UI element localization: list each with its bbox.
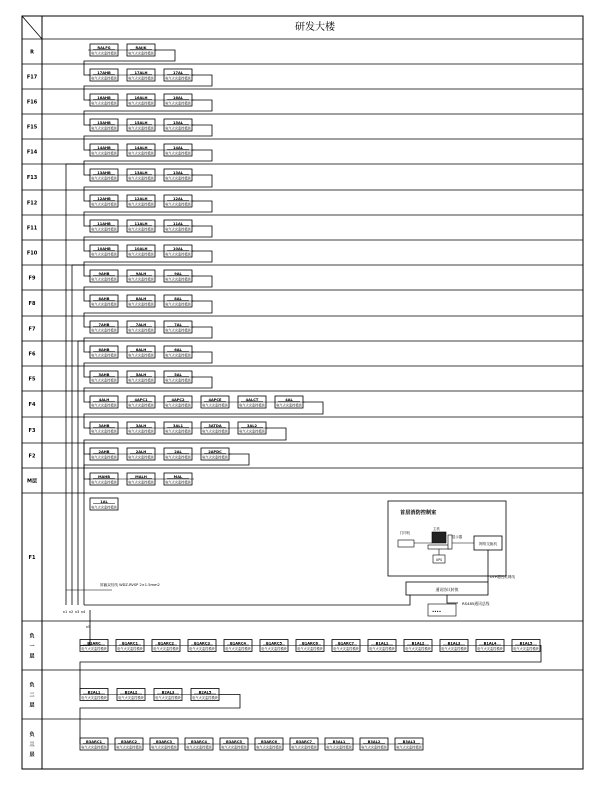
bus-name: n2: [68, 610, 74, 614]
box-label: B3ARC6: [261, 739, 277, 744]
box-sublabel: 电气火灾监控模块: [165, 480, 191, 485]
keyboard-icon: [428, 545, 450, 549]
box-sublabel: 电气火灾监控模块: [91, 378, 117, 383]
box-label: B2AL2: [124, 690, 138, 695]
printer-icon: [398, 540, 414, 547]
box-sublabel: 电气火灾监控模块: [276, 403, 302, 408]
box-label: 11ALH: [134, 221, 148, 226]
floor-label-char: 层: [29, 653, 35, 660]
floor-label: F2: [28, 453, 36, 460]
box-label: 15AHB: [97, 120, 111, 125]
box-label: 11AHB: [97, 221, 111, 226]
floor-label: F8: [28, 301, 36, 307]
box-sublabel: 电气火灾监控模块: [128, 302, 154, 307]
box-sublabel: 电气火灾监控模块: [91, 455, 117, 460]
box-label: 12AL: [172, 196, 184, 201]
box-label: 3ATDA: [208, 423, 222, 428]
box-sublabel: 电气火灾监控模块: [116, 745, 142, 750]
box-sublabel: 电气火灾监控模块: [128, 176, 154, 181]
box-sublabel: 电气火灾监控模块: [91, 176, 117, 181]
floor-label: F10: [26, 250, 38, 257]
box-sublabel: 电气火灾监控模块: [81, 647, 107, 651]
box-sublabel: 电气火灾监控模块: [441, 647, 467, 651]
floor-label: M层: [27, 478, 37, 485]
switch-label: 网络交换机: [479, 542, 497, 546]
box-sublabel: 电气火灾监控模块: [297, 647, 323, 651]
box-sublabel: 电气火灾监控模块: [165, 353, 191, 358]
box-label: B1ARC7: [338, 641, 354, 646]
floor-label: F12: [26, 200, 38, 207]
dots-label: ....: [432, 607, 442, 614]
box-sublabel: 电气火灾监控模块: [91, 353, 117, 358]
box-label: 5AHB: [98, 372, 110, 377]
box-sublabel: 电气火灾监控模块: [477, 647, 503, 651]
ups-label: UPS: [435, 558, 443, 562]
floor-label-char: 二: [29, 692, 35, 699]
box-sublabel: 电气火灾监控模块: [128, 101, 154, 106]
floor-label-char: 层: [29, 752, 35, 758]
box-label: 17ALH: [134, 70, 148, 75]
box-sublabel: 电气火灾监控模块: [118, 696, 144, 700]
box-sublabel: 电气火灾监控模块: [91, 252, 117, 257]
box-sublabel: 电气火灾监控模块: [128, 202, 154, 207]
box-label: 4ALH: [98, 397, 110, 402]
box-label: B1ARC2: [158, 641, 174, 646]
host-label: 主机: [433, 527, 440, 531]
box-sublabel: 电气火灾监控模块: [91, 403, 117, 408]
box-label: 4AL: [285, 397, 293, 402]
floor-label: F15: [26, 124, 38, 131]
rs485-bus: [84, 595, 410, 605]
box-sublabel: 电气火灾监控模块: [91, 101, 117, 106]
box-label: B1ARC5: [266, 641, 282, 646]
box-sublabel: 电气火灾监控模块: [128, 51, 154, 56]
floor-label-char: 负: [29, 682, 35, 689]
floor-label: F1: [28, 555, 36, 561]
box-label: 6ALH: [135, 347, 147, 352]
box-sublabel: 电气火灾监控模块: [165, 227, 191, 232]
control-room: [388, 501, 506, 595]
box-label: B1AL5: [519, 641, 533, 646]
box-label: 10AL: [172, 246, 184, 251]
box-sublabel: 电气火灾监控模块: [128, 455, 154, 460]
box-label: 13ALH: [134, 170, 148, 175]
utp-label: UTP超五类网线: [490, 575, 515, 579]
distribution-box: [90, 498, 118, 510]
box-sublabel: 电气火灾监控模块: [128, 328, 154, 333]
box-label: MAHB: [97, 474, 111, 479]
box-label: 9AHB: [98, 271, 110, 276]
box-sublabel: 电气火灾监控模块: [165, 403, 191, 408]
box-label: B3AL3: [402, 739, 416, 744]
box-sublabel: 电气火灾监控模块: [128, 227, 154, 232]
box-sublabel: 电气火灾监控模块: [221, 745, 247, 750]
box-sublabel: 电气火灾监控模块: [91, 151, 117, 156]
box-sublabel: 电气火灾监控模块: [128, 277, 154, 282]
box-label: 13AL: [172, 170, 184, 175]
rs485-link: [447, 595, 458, 603]
box-label: B2AL3: [161, 690, 175, 695]
box-label: 8ALH: [135, 296, 147, 301]
floor-labels: [27, 50, 38, 759]
box-label: B3ARC4: [191, 739, 207, 744]
box-sublabel: 电气火灾监控模块: [165, 101, 191, 106]
box-label: 9ALH: [135, 271, 147, 276]
box-sublabel: 电气火灾监控模块: [165, 328, 191, 333]
box-label: 4APC2: [171, 397, 185, 402]
floor-label: R: [30, 49, 34, 56]
floor-label: F13: [26, 175, 38, 181]
box-sublabel: 电气火灾监控模块: [91, 277, 117, 282]
rs485-label: RS485通讯总线: [462, 601, 490, 606]
box-label: 2AHB: [98, 449, 110, 454]
box-label: B3AL2: [367, 739, 381, 744]
box-label: B1AL3: [447, 641, 461, 646]
box-label: 3AHB: [98, 423, 110, 428]
box-label: 11AL: [172, 221, 184, 226]
box-sublabel: 电气火灾监控模块: [202, 455, 228, 460]
box-sublabel: 电气火灾监控模块: [326, 745, 352, 750]
box-label: B3ARC5: [226, 739, 242, 744]
box-sublabel: 电气火灾监控模块: [261, 647, 287, 651]
box-label: 7AL: [174, 322, 182, 327]
box-sublabel: 电气火灾监控模块: [513, 647, 539, 651]
monitor-icon: [432, 532, 446, 543]
box-sublabel: 电气火灾监控模块: [91, 302, 117, 307]
box-label: B3ARC1: [86, 739, 102, 744]
box-label: 14AL: [172, 145, 184, 150]
box-sublabel: 电气火灾监控模块: [128, 126, 154, 131]
box-sublabel: 电气火灾监控模块: [239, 429, 265, 434]
box-sublabel: 电气火灾监控模块: [151, 745, 177, 750]
floor-label-char: 一: [29, 643, 35, 650]
box-label: B2AL1: [87, 690, 101, 695]
box-sublabel: 电气火灾监控模块: [202, 403, 228, 408]
floor-label-char: 负: [29, 633, 35, 640]
box-label: 3AL1: [172, 423, 184, 428]
box-label: B1AL2: [411, 641, 425, 646]
box-sublabel: 电气火灾监控模块: [239, 403, 265, 408]
box-label: 6AL: [174, 347, 182, 352]
box-sublabel: 电气火灾监控模块: [81, 696, 107, 700]
box-sublabel: 电气火灾监控模块: [81, 745, 107, 750]
box-sublabel: 电气火灾监控模块: [153, 647, 179, 651]
floor-label: F11: [26, 225, 38, 232]
box-sublabel: 电气火灾监控模块: [291, 745, 317, 750]
box-label: 17AL: [172, 70, 184, 75]
box-sublabel: 电气火灾监控模块: [361, 745, 387, 750]
box-sublabel: 电气火灾监控模块: [91, 126, 117, 131]
box-label: 2AL: [174, 449, 182, 454]
box-label: MALH: [135, 474, 147, 479]
bus-name: n1: [62, 610, 68, 614]
monitor-label: 显示器: [452, 535, 463, 539]
box-label: 12AHB: [97, 196, 111, 201]
box-label: 15ALH: [134, 120, 148, 125]
box-sublabel: 电气火灾监控模块: [91, 202, 117, 207]
box-sublabel: 电气火灾监控模块: [155, 696, 181, 700]
box-sublabel: 电气火灾监控模块: [256, 745, 282, 750]
box-sublabel: 电气火灾监控模块: [369, 647, 395, 651]
floor-label-char: 层: [29, 702, 35, 709]
box-sublabel: 电气火灾监控模块: [128, 151, 154, 156]
box-label: 9AL: [174, 271, 182, 276]
box-label: B3ARC3: [156, 739, 172, 744]
tower-icon: [448, 535, 452, 549]
floor-label: F16: [26, 99, 38, 106]
box-label: 6AHB: [98, 347, 110, 352]
box-sublabel: 电气火灾监控模块: [165, 302, 191, 307]
box-label: MAL: [173, 474, 183, 479]
box-label: 15AL: [172, 120, 184, 125]
box-sublabel: 电气火灾监控模块: [165, 176, 191, 181]
box-sublabel: 电气火灾监控模块: [165, 151, 191, 156]
box-label: B1ARC3: [194, 641, 210, 646]
box-label: B3ARC7: [296, 739, 312, 744]
bus-name: n5: [85, 625, 91, 629]
box-label: 8AHB: [98, 296, 110, 301]
floor-label: F17: [26, 74, 38, 81]
box-label: 16ALH: [134, 95, 148, 100]
box-sublabel: 电气火灾监控模块: [91, 51, 117, 56]
box-label: 14AHB: [97, 145, 111, 150]
box-sublabel: 电气火灾监控模块: [91, 429, 117, 434]
page-title: 研发大楼: [295, 22, 335, 33]
box-label: 5ALH: [135, 372, 147, 377]
box-label: 17AHB: [97, 70, 111, 75]
box-sublabel: 电气火灾监控模块: [128, 76, 154, 81]
box-sublabel: 电气火灾监控模块: [128, 403, 154, 408]
box-label: 4ALCT: [245, 397, 259, 402]
box-sublabel: 电气火灾监控模块: [165, 455, 191, 460]
box-sublabel: 电气火灾监控模块: [165, 252, 191, 257]
box-label: 2ALH: [135, 449, 147, 454]
box-label: 3ALH: [135, 423, 147, 428]
box-label: B3AL1: [332, 739, 346, 744]
floor-label: F14: [26, 149, 38, 156]
converter-label: 通讯协议转换: [435, 587, 459, 592]
box-sublabel: 电气火灾监控模块: [202, 429, 228, 434]
box-label: 4APC1: [134, 397, 148, 402]
bus-name: n4: [80, 610, 86, 614]
box-sublabel: 电气火灾监控模块: [128, 252, 154, 257]
box-sublabel: 电气火灾监控模块: [128, 378, 154, 383]
box-sublabel: 电气火灾监控模块: [186, 745, 212, 750]
floor-label: F6: [28, 351, 36, 358]
box-label: 1AL: [100, 499, 108, 504]
box-label: B1ARC1: [122, 641, 138, 646]
box-label: B1ARC4: [230, 641, 246, 646]
box-sublabel: 电气火灾监控模块: [91, 227, 117, 232]
box-label: 8AL: [174, 296, 182, 301]
box-sublabel: 电气火灾监控模块: [165, 126, 191, 131]
box-label: 16AHB: [97, 95, 111, 100]
box-label: 2APDC: [208, 449, 222, 454]
box-label: RALFG: [97, 45, 111, 50]
box-sublabel: 电气火灾监控模块: [189, 647, 215, 651]
box-sublabel: 电气火灾监控模块: [165, 76, 191, 81]
box-sublabel: 电气火灾监控模块: [91, 505, 117, 510]
box-sublabel: 电气火灾监控模块: [91, 480, 117, 485]
box-sublabel: 电气火灾监控模块: [165, 277, 191, 282]
box-sublabel: 电气火灾监控模块: [192, 696, 218, 700]
box-label: 16AL: [172, 95, 184, 100]
floor-label: F9: [28, 275, 36, 282]
box-label: 7AHB: [98, 322, 110, 327]
box-label: B3ARC2: [121, 739, 137, 744]
box-sublabel: 电气火灾监控模块: [128, 353, 154, 358]
box-label: B1AL4: [483, 641, 497, 646]
box-label: B1ARC: [87, 641, 101, 646]
bus-name: n3: [74, 610, 80, 614]
box-label: 7ALH: [135, 322, 147, 327]
floor-label: F5: [28, 376, 36, 383]
box-sublabel: 电气火灾监控模块: [405, 647, 431, 651]
box-label: 12ALH: [134, 196, 148, 201]
printer-label: 打印机: [400, 531, 411, 535]
floor-label-char: 三: [29, 742, 35, 748]
box-label: B1AL1: [375, 641, 389, 646]
control-room-title: 首层消防控制室: [400, 510, 437, 516]
box-label: 3AL2: [246, 423, 258, 428]
box-sublabel: 电气火灾监控模块: [165, 429, 191, 434]
bus-cable-label: 屏蔽双绞线 WDZ-RVSP 2×1.5mm2: [100, 583, 160, 587]
box-label: 13AHB: [97, 170, 111, 175]
floor-label: F4: [28, 402, 36, 408]
floor-label: F3: [28, 428, 36, 434]
box-sublabel: 电气火灾监控模块: [333, 647, 359, 651]
box-label: RAIJK: [135, 45, 147, 50]
floor-label: F7: [28, 326, 36, 333]
box-label: 14ALH: [134, 145, 148, 150]
box-label: 10AHB: [97, 246, 111, 251]
box-sublabel: 电气火灾监控模块: [225, 647, 251, 651]
box-label: 5AL: [174, 372, 182, 377]
box-label: 10ALH: [134, 246, 148, 251]
box-sublabel: 电气火灾监控模块: [91, 76, 117, 81]
box-sublabel: 电气火灾监控模块: [165, 202, 191, 207]
box-sublabel: 电气火灾监控模块: [91, 328, 117, 333]
box-label: B2AL5: [198, 690, 212, 695]
header-diagonal: [22, 16, 42, 39]
box-sublabel: 电气火灾监控模块: [396, 745, 422, 750]
box-sublabel: 电气火灾监控模块: [128, 480, 154, 485]
floor-label-char: 负: [29, 732, 35, 738]
box-label: B1ARC6: [302, 641, 318, 646]
box-label: 4APCE: [208, 397, 222, 402]
box-sublabel: 电气火灾监控模块: [165, 378, 191, 383]
box-sublabel: 电气火灾监控模块: [117, 647, 143, 651]
box-sublabel: 电气火灾监控模块: [128, 429, 154, 434]
